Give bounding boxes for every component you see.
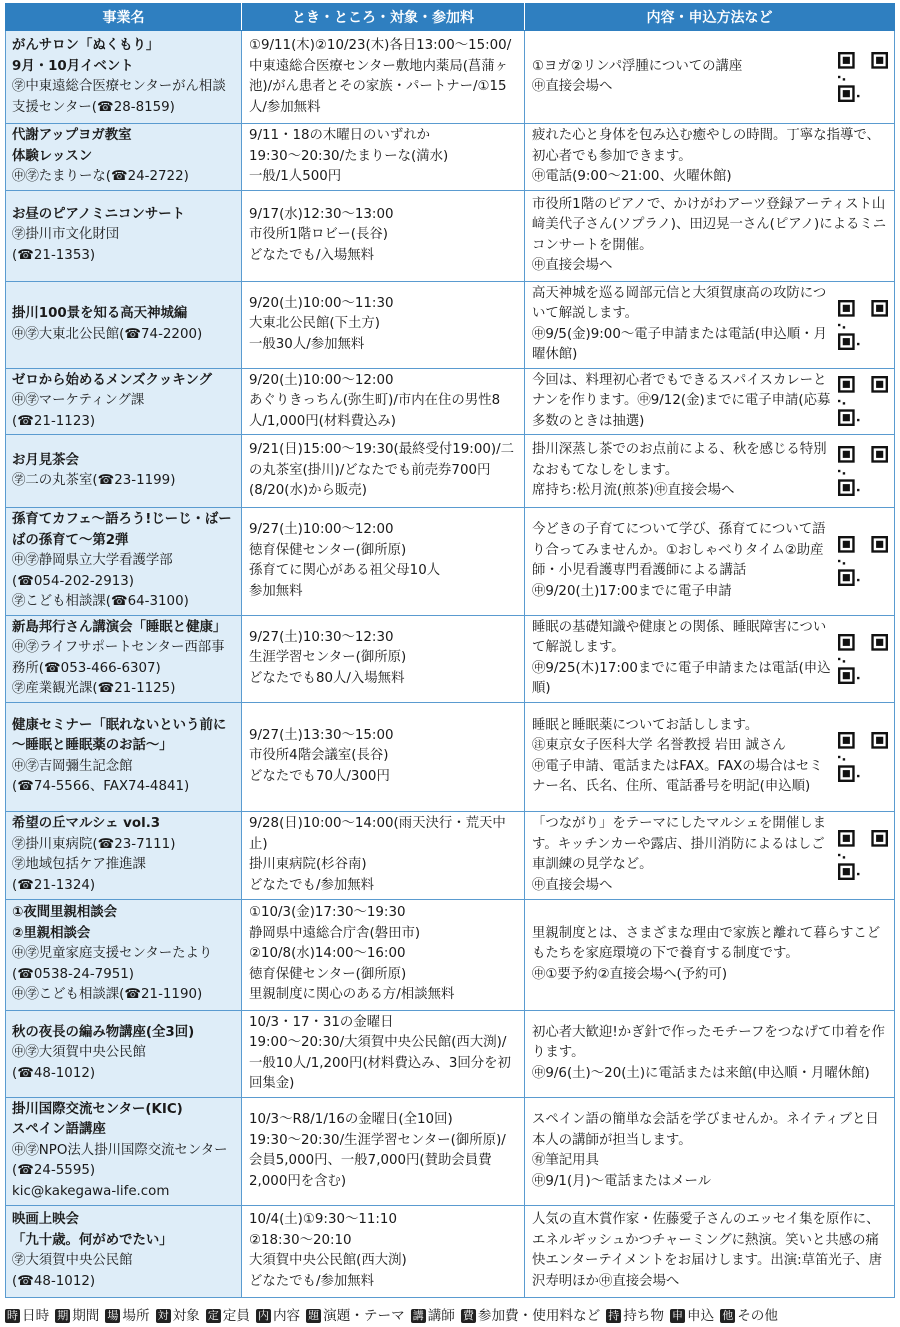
event-organizer: ㊫二の丸茶室(☎23-1199) [12,473,176,488]
event-title: 掛川100景を知る高天神城編 [12,306,188,321]
event-content-line: 席持ち:松月流(煎茶)㊥直接会場へ [532,483,735,499]
legend-label: 持ち物 [623,1307,664,1324]
event-content-cell [525,435,895,508]
event-name-cell [6,124,242,191]
legend-label: 場所 [122,1307,150,1324]
legend-key-icon: 他 [722,1308,734,1322]
event-title: 「九十歳。何がめでたい」 [12,1232,173,1248]
event-title: 代謝アップヨガ教室 [12,128,132,143]
event-content-line: ㊒筆記用具 [532,1153,599,1168]
event-info-line: 9/21(日)15:00～19:30(最終受付19:00)/二の丸茶室(掛川)/どなたでも前売券700円(8/20(水)から販売) [249,442,514,499]
event-info-line: ①9/11(木)②10/23(木)各日13:00～15:00/中東遠総合医療センター敷地内薬局(菖蒲ヶ池)/がん患者とその家族・パートナー/①15人/参加無料 [249,38,512,115]
event-info-line: 9/27(土)13:30～15:00 [249,727,394,743]
event-title: お月見茶会 [12,452,79,468]
event-organizer: (☎48-1012) [12,1065,96,1081]
event-info-cell [242,1010,525,1097]
legend-label: 参加費・使用料など [477,1307,601,1324]
table-body [6,31,895,1298]
event-info-line: どなたでも/入場無料 [249,247,375,263]
event-name-cell [6,1205,242,1297]
event-organizer: ㊥㊫児童家庭支援センターたより(☎0538-24-7951) [12,946,213,982]
event-info-line: 10/3～R8/1/16の金曜日(全10回) [249,1112,453,1127]
event-name-cell [6,31,242,124]
event-info-cell [242,1205,525,1297]
event-info-line: 19:00～20:30/大須賀中央公民館(西大渕)/一般10人/1,200円(材料費込み、3回分を初回集金) [249,1035,511,1091]
event-info-line: どなたでも70人/300円 [249,768,390,784]
event-content-line: ㊥直接会場へ [532,258,613,273]
header-when-where: とき・ところ・対象・参加料 [242,4,525,31]
qr-code-icon[interactable] [838,300,888,350]
legend-label: 期間 [72,1307,100,1324]
event-organizer: ㊫地域包括ケア推進課 [12,857,146,872]
event-info-line: 大須賀中央公民館(西大渕) [249,1253,407,1268]
event-content-line: 「つながり」をテーマにしたマルシェを開催します。キッチンカーや露店、掛川消防によるはしご車訓練の見学など。 [532,816,826,872]
event-title: お昼のピアノミニコンサート [12,206,186,222]
legend-label: 定員 [222,1307,250,1324]
event-title: ゼロから始めるメンズクッキング [12,372,213,388]
qr-code-icon[interactable] [838,536,888,586]
event-info-cell [242,281,525,368]
event-info-cell [242,190,525,281]
event-organizer: ㊫掛川市文化財団 [12,227,120,243]
qr-code-icon[interactable] [838,732,888,782]
event-info-line: 参加無料 [249,583,303,599]
legend-item [256,1308,300,1324]
event-name-cell [6,1010,242,1097]
event-organizer: ㊥㊫吉岡彌生記念館 [12,758,133,774]
event-content-line: 市役所1階のピアノで、かけがわアーツ登録アーティスト山﨑美代子さん(ソプラノ)、田辺晃一さん(ピアノ)によるミニコンサートを開催。 [532,196,887,253]
table-row [6,31,895,124]
qr-code-icon[interactable] [838,830,888,880]
table-row [6,281,895,368]
event-info-cell [242,31,525,124]
event-title: 秋の夜長の編み物講座(全3回) [12,1024,195,1040]
event-info-line: 徳育保健センター(御所原) [249,966,407,982]
event-title: 希望の丘マルシェ vol.3 [12,816,161,831]
event-title: スペイン語講座 [12,1122,106,1138]
event-info-line: 9/17(水)12:30～13:00 [249,206,394,222]
event-name-cell [6,615,242,702]
event-content-cell [525,899,895,1010]
event-info-line: ②10/8(水)14:00～16:00 [249,946,406,962]
legend-key-icon: 時 [7,1308,18,1322]
event-content-line: 里親制度とは、さまざまな理由で家族と離れて暮らすこどもたちを家庭環境の下で養育する制度です。 [532,925,881,962]
event-info-line: 10/4(土)①9:30～11:10 [249,1212,397,1227]
event-content-line: 人気の直木賞作家・佐藤愛子さんのエッセイ集を原作に、エネルギッシュかつチャーミングに熱演。笑いと共感の痛快エンターテイメントをお届けします。出演:草笛光子、唐沢寿明ほか㊥直接会場へ [532,1212,882,1289]
legend-label: 演題・テーマ [323,1307,405,1324]
event-content-line: 睡眠と睡眠薬についてお話しします。 [532,717,759,733]
legend-item [606,1308,664,1324]
qr-code-icon[interactable] [838,376,888,426]
event-organizer: ㊥㊫大須賀中央公民館 [12,1045,146,1061]
table-row [6,615,895,702]
event-info-line: ①10/3(金)17:30～19:30 [249,905,406,921]
event-title: 映画上映会 [12,1212,79,1227]
event-name-cell [6,702,242,811]
legend-key-icon: 定 [207,1308,219,1322]
event-name-cell [6,1097,242,1205]
legend-item [461,1308,600,1324]
event-title: 孫育てカフェ～語ろう!じーじ・ばーばの孫育て～第2弾 [12,512,232,548]
table-row [6,811,895,899]
event-info-line: 生涯学習センター(御所原) [249,650,407,666]
legend-key-icon: 講 [412,1308,424,1322]
event-info-line: 一般/1人500円 [249,169,342,184]
table-row [6,1010,895,1097]
event-info-cell [242,368,525,435]
legend-key-icon: 対 [157,1308,169,1322]
table-row [6,899,895,1010]
legend-item [670,1308,714,1324]
event-content-line: ①ヨガ②リンパ浮腫についての講座 [532,58,743,74]
event-content-cell [525,702,895,811]
event-content-cell [525,811,895,899]
legend [5,1305,894,1327]
event-organizer: ㊥㊫NPO法人掛川国際交流センター(☎24-5595) [12,1142,228,1179]
event-organizer: ㊫中東遠総合医療センターがん相談支援センター(☎28-8159) [12,79,226,115]
event-info-line: どなたでも/参加無料 [249,1273,375,1289]
legend-key-icon: 題 [308,1308,320,1322]
event-content-line: ㊥9/6(土)～20(土)に電話または来館(申込順・月曜休館) [532,1065,870,1081]
event-content-line: 今回は、料理初心者でもできるスパイスカレーとナンを作ります。㊥9/12(金)までに電子申請(応募多数のときは抽選) [532,372,831,429]
table-row [6,435,895,508]
event-info-line: 市役所4階会議室(長谷) [249,748,389,764]
event-content-cell [525,190,895,281]
event-organizer: (☎74-5566、FAX74-4841) [12,779,190,794]
event-content-cell [525,1205,895,1297]
event-title: 9月・10月イベント [12,58,134,74]
event-info-cell [242,615,525,702]
event-info-line: ②18:30～20:10 [249,1232,352,1248]
event-organizer: ㊥㊫ライフサポートセンター西部事務所(☎053-466-6307) [12,640,225,676]
event-content-line: ㊥9/25(木)17:00までに電子申請または電話(申込順) [532,660,831,696]
event-title: 体験レッスン [12,148,93,164]
qr-code-icon[interactable] [838,634,888,684]
table-row [6,1205,895,1297]
legend-key-icon: 申 [672,1308,683,1322]
event-name-cell [6,368,242,435]
event-organizer: ㊫産業観光課(☎21-1125) [12,681,176,696]
event-info-line: 9/11・18の木曜日のいずれか [249,128,431,143]
table-row [6,702,895,811]
legend-label: 対象 [172,1307,200,1324]
event-content-line: スペイン語の簡単な会話を学びませんか。ネイティブと日本人の講師が担当します。 [532,1112,879,1148]
event-title: 健康セミナー「眠れないという前に～睡眠と睡眠薬のお話～」 [12,717,227,753]
legend-item [5,1308,49,1324]
event-content-line: ㊟東京女子医科大学 名誉教授 岩田 誠さん [532,738,786,753]
event-info-cell [242,124,525,191]
event-content-cell [525,615,895,702]
event-content-line: ㊥直接会場へ [532,79,613,94]
table-header [6,4,895,31]
event-organizer: (☎21-1353) [12,247,96,263]
event-title: 新島邦行さん講演会「睡眠と健康」 [12,619,227,635]
event-content-line: 疲れた心と身体を包み込む癒やしの時間。丁寧な指導で、初心者でも参加できます。 [532,128,880,164]
event-info-cell [242,435,525,508]
event-content-line: ㊥9/1(月)～電話またはメール [532,1173,712,1189]
event-info-line: どなたでも/参加無料 [249,877,375,893]
event-info-line: 9/28(日)10:00～14:00(雨天決行・荒天中止) [249,816,506,852]
event-listing [5,3,894,1327]
event-info-cell [242,899,525,1010]
event-title: 掛川国際交流センター(KIC) [12,1101,183,1117]
legend-item [55,1308,99,1324]
event-name-cell [6,508,242,616]
event-info-line: 19:30～20:30/生涯学習センター(御所原)/会員5,000円、一般7,000円(賛助会員費2,000円を含む) [249,1132,506,1189]
legend-item [156,1308,200,1324]
event-info-line: 10/3・17・31の金曜日 [249,1014,394,1030]
legend-key-icon: 場 [107,1308,119,1322]
event-organizer: ㊫掛川東病院(☎23-7111) [12,836,176,852]
event-organizer: ㊫大須賀中央公民館 [12,1253,133,1268]
event-content-line: 高天神城を巡る岡部元信と大須賀康高の攻防について解説します。 [532,285,827,321]
legend-key-icon: 費 [462,1308,474,1322]
event-organizer: ㊥㊫マーケティング課 [12,393,145,408]
event-info-cell [242,508,525,616]
event-name-cell [6,435,242,508]
event-organizer: ㊫こども相談課(☎64-3100) [12,594,189,609]
event-content-cell [525,31,895,124]
legend-item [206,1308,250,1324]
event-content-line: 初心者大歓迎!かぎ針で作ったモチーフをつなげて巾着を作ります。 [532,1024,885,1061]
event-content-line: ㊥直接会場へ [532,877,613,893]
event-info-line: 掛川東病院(杉谷南) [249,857,367,872]
event-content-cell [525,1010,895,1097]
qr-code-icon[interactable] [838,446,888,496]
event-table [5,3,895,1298]
event-organizer: (☎21-1123) [12,413,96,429]
legend-label: 日時 [22,1307,50,1324]
event-info-line: 一般30人/参加無料 [249,336,365,352]
event-content-line: ㊥9/5(金)9:00～電子申請または電話(申込順・月曜休館) [532,326,827,362]
legend-item [720,1308,778,1324]
event-content-line: 掛川深蒸し茶でのお点前による、秋を感じる特別なおもてなしをします。 [532,442,827,478]
event-content-line: ㊥電子申請、電話またはFAX。FAXの場合はセミナー名、氏名、住所、電話番号を明記(申込順) [532,758,823,794]
event-info-line: 9/20(土)10:00～12:00 [249,372,394,388]
event-info-line: 9/27(土)10:00～12:00 [249,522,394,538]
header-event-name: 事業名 [6,4,242,31]
event-organizer: kic@kakegawa-life.com [12,1183,170,1199]
legend-label: 講師 [427,1307,455,1324]
table-row [6,1097,895,1205]
legend-item [411,1308,455,1324]
event-info-line: 大東北公民館(下土方) [249,316,380,332]
table-row [6,124,895,191]
event-info-line: 市役所1階ロビー(長谷) [249,227,388,243]
legend-key-icon: 持 [608,1308,620,1322]
legend-key-icon: 内 [257,1308,269,1322]
event-info-line: 9/20(土)10:00～11:30 [249,295,394,311]
legend-label: 内容 [272,1307,301,1324]
event-organizer: (☎21-1324) [12,877,96,893]
event-info-cell [242,811,525,899]
event-organizer: ㊥㊫大東北公民館(☎74-2200) [12,326,203,342]
legend-item [105,1308,149,1324]
event-name-cell [6,811,242,899]
event-content-cell [525,1097,895,1205]
event-content-line: 睡眠の基礎知識や健康との関係、睡眠障害について解説します。 [532,619,827,655]
legend-item [306,1308,405,1324]
event-info-line: どなたでも80人/入場無料 [249,670,405,686]
event-info-cell [242,702,525,811]
event-content-line: ㊥9/20(土)17:00までに電子申請 [532,583,732,599]
event-info-line: 孫育てに関心がある祖父母10人 [249,563,441,579]
event-content-cell [525,368,895,435]
event-info-cell [242,1097,525,1205]
event-content-line: ㊥①要予約②直接会場へ(予約可) [532,966,728,982]
table-row [6,508,895,616]
event-title: がんサロン「ぬくもり」 [12,38,160,53]
legend-label: その他 [737,1307,778,1324]
event-info-line: あぐりきっちん(弥生町)/市内在住の男性8人/1,000円(材料費込み) [249,393,501,429]
table-row [6,368,895,435]
event-title: ②里親相談会 [12,925,91,941]
event-info-line: 徳育保健センター(御所原) [249,542,407,558]
event-content-line: ㊥電話(9:00～21:00、火曜休館) [532,169,732,184]
event-info-line: 19:30～20:30/たまりーな(満水) [249,148,449,164]
event-title: ①夜間里親相談会 [12,905,118,921]
event-info-line: 里親制度に関心のある方/相談無料 [249,987,455,1003]
event-content-cell [525,124,895,191]
legend-key-icon: 期 [57,1308,69,1322]
legend-label: 申込 [687,1307,715,1324]
event-organizer: ㊥㊫たまりーな(☎24-2722) [12,169,189,184]
event-organizer: ㊥㊫こども相談課(☎21-1190) [12,987,203,1003]
event-info-line: 静岡県中遠総合庁舎(磐田市) [249,925,421,941]
event-organizer: (☎48-1012) [12,1273,96,1289]
event-content-line: 今どきの子育てについて学び、孫育てについて語り合ってみませんか。①おしゃべりタイム②助産師・小児看護専門看護師による講話 [532,522,826,579]
event-organizer: ㊥㊫静岡県立大学看護学部 [12,553,173,568]
event-name-cell [6,281,242,368]
event-content-cell [525,508,895,616]
table-row [6,190,895,281]
event-name-cell [6,190,242,281]
event-content-cell [525,281,895,368]
event-organizer: (☎054-202-2913) [12,573,134,589]
event-name-cell [6,899,242,1010]
header-content: 内容・申込方法など [525,4,895,31]
event-info-line: 9/27(土)10:30～12:30 [249,629,394,645]
qr-code-icon[interactable] [838,52,888,102]
